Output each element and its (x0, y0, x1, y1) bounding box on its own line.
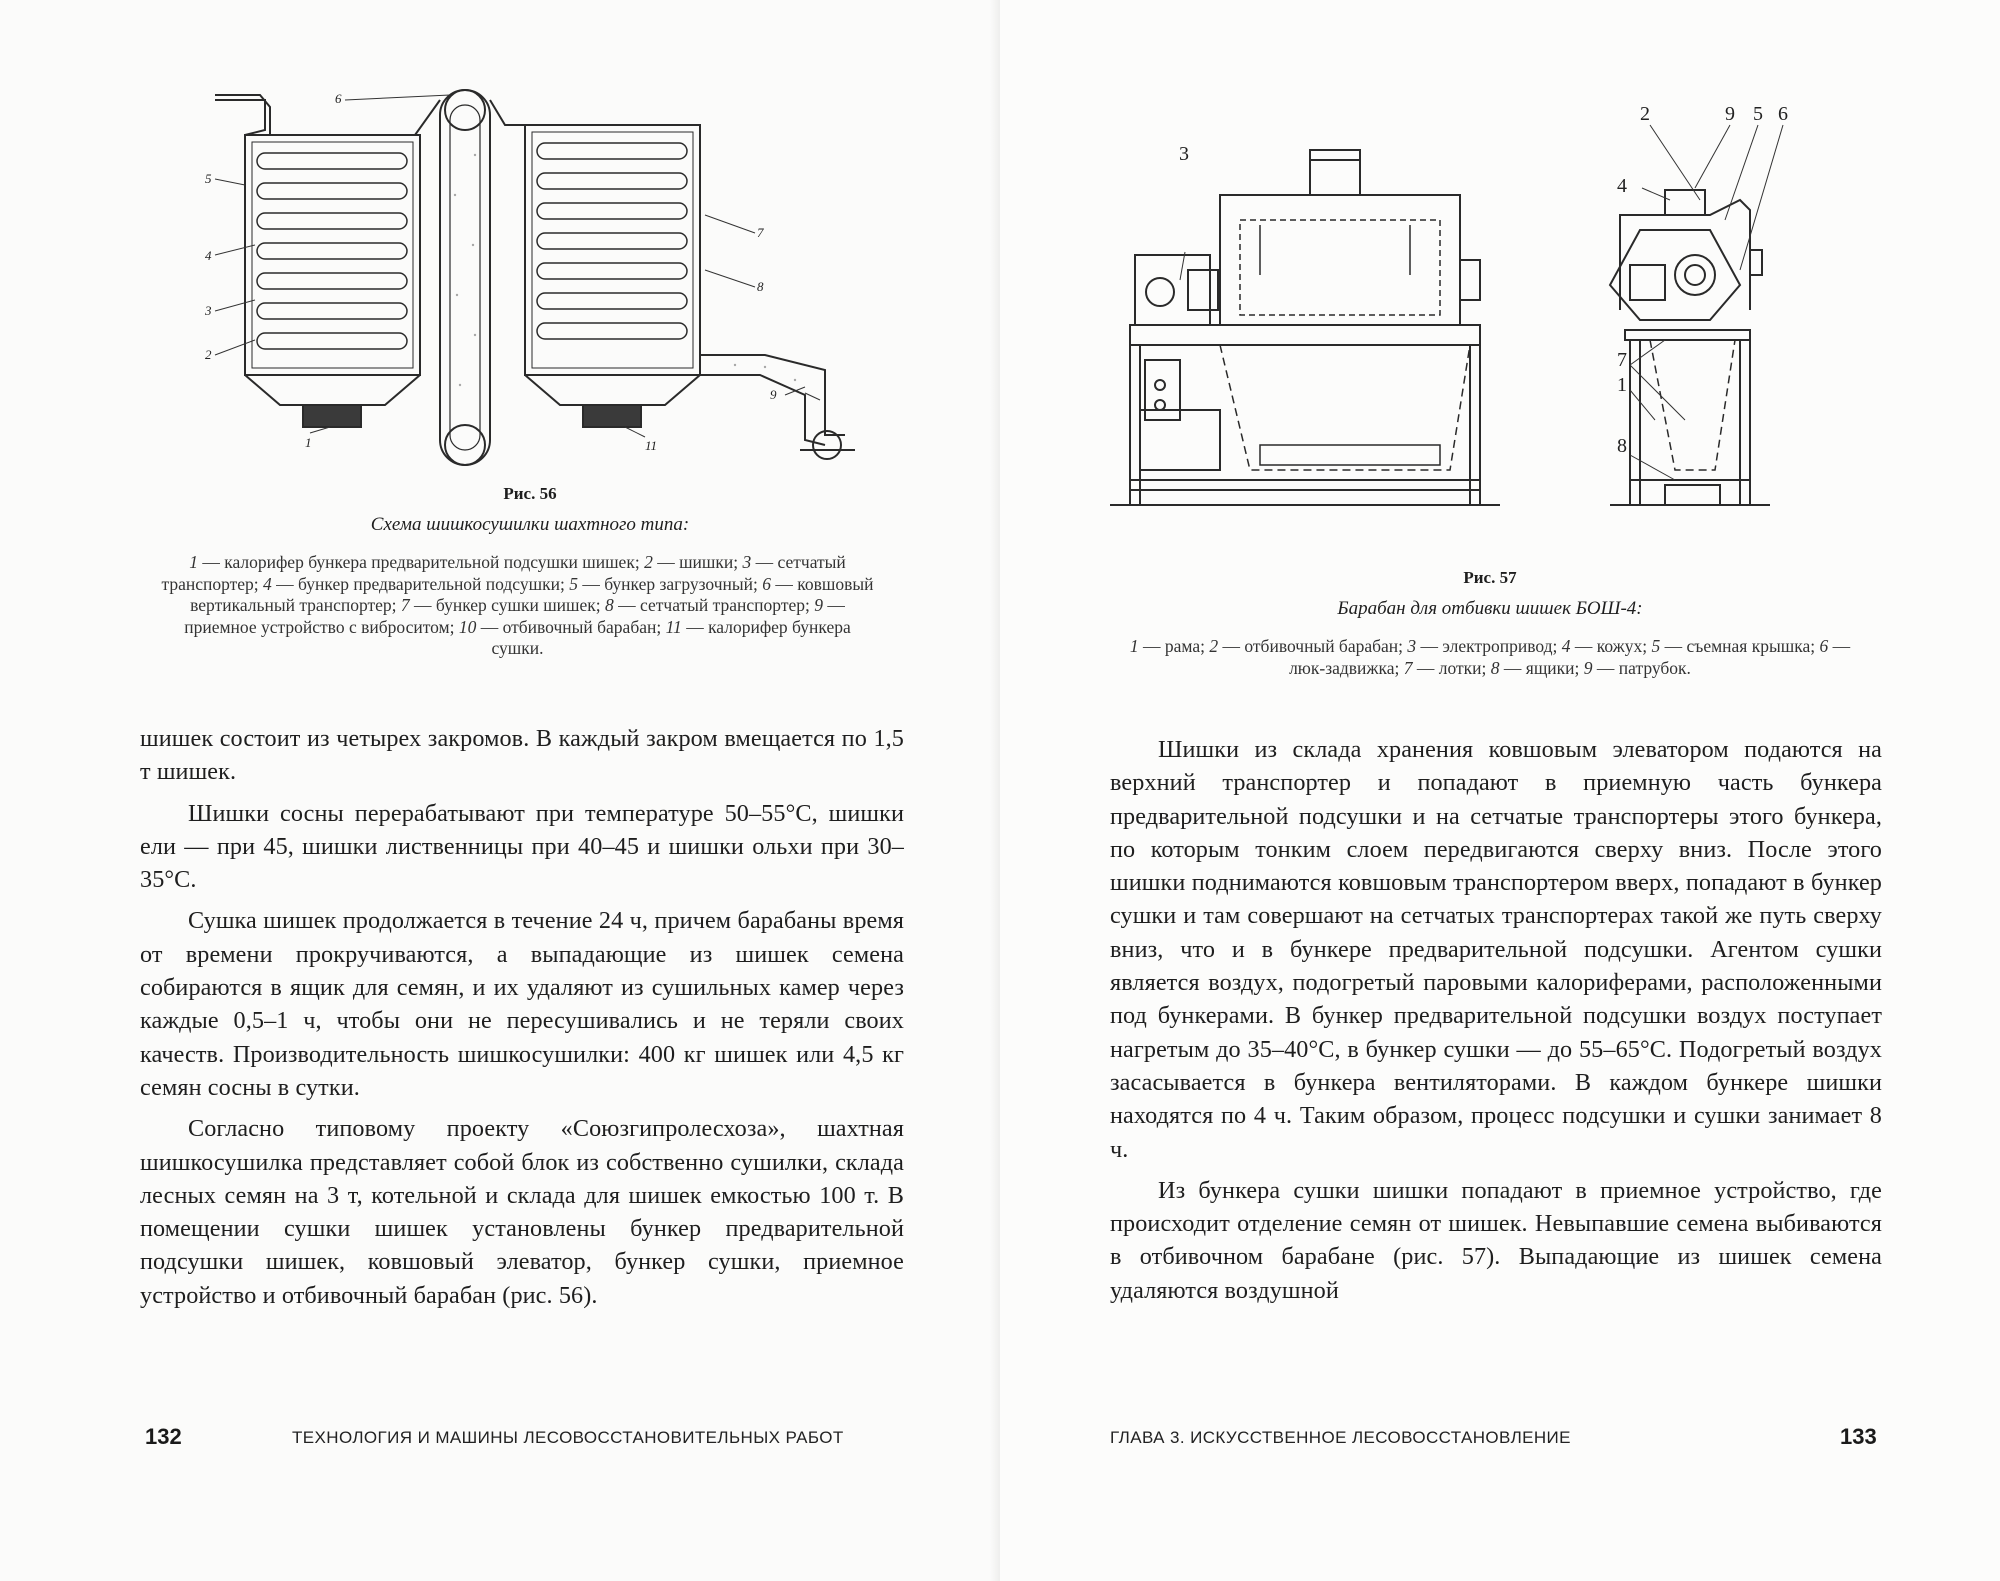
callout-2: 2 (205, 347, 212, 362)
callout-9: 9 (770, 387, 777, 402)
legend-item-text: — шишки; (652, 552, 743, 572)
figure-57-drawing (1110, 100, 1890, 550)
figure-56-legend (160, 552, 875, 660)
callout-5: 5 (205, 171, 212, 186)
figure-56-drawing (205, 75, 855, 480)
figure-57-svg (1110, 100, 1890, 550)
legend-item-number: 4 (1561, 636, 1571, 656)
callout-6: 6 (335, 91, 342, 106)
legend-item-number: 6 (762, 573, 772, 594)
legend-item-number: 7 (400, 595, 410, 615)
legend-item-text: — сетчатый транспортер; (161, 552, 846, 594)
callout-9: 9 (1725, 103, 1735, 125)
figure-56-title: Схема шишкосушилки шахтного типа: (370, 514, 690, 535)
paragraph: Из бункера сушки шишки попадают в приемное устройство, где происходит отделение семян от шишек. Невыпавшие семена выбиваются в отбивочном барабане (рис. 57). Выпадающие из шишек семена удаляются воздушной (1110, 1176, 1882, 1304)
legend-item-text: — ковшовый вертикальный транспортер; (190, 573, 874, 615)
legend-item-text: — калорифер бункера предварительной подсушки шишек; (197, 552, 645, 572)
legend-item-number: 6 (1819, 636, 1829, 656)
legend-item-number: 4 (263, 573, 272, 594)
callout-8: 8 (757, 279, 764, 294)
legend-item-text: — отбивочный барабан; (476, 616, 666, 637)
figure-57-legend (1125, 636, 1855, 679)
legend-item-number: 8 (605, 595, 614, 615)
legend-item-text: — патрубок. (1592, 657, 1691, 678)
legend-item-number: 3 (1407, 636, 1417, 656)
figure-57-number: Рис. 57 (1463, 568, 1517, 587)
page-number: 132 (145, 1424, 182, 1449)
paragraph: шишек состоит из четырех закромов. В каждый закром вмещается по 1,5 т шишек. (140, 725, 904, 786)
callout-7: 7 (1617, 349, 1627, 371)
figure-57-title: Барабан для отбивки шишек БОШ-4: (1337, 598, 1643, 619)
left-page-body (140, 722, 904, 1312)
legend-item-number: 1 (1129, 636, 1139, 656)
legend-item-text: — люк-задвижка; (1289, 636, 1851, 678)
figure-56-number: Рис. 56 (503, 484, 557, 503)
legend-item-number: 5 (1651, 636, 1661, 656)
right-page (1000, 0, 2000, 1581)
legend-item-number: 1 (189, 552, 198, 572)
callout-4: 4 (1617, 175, 1627, 197)
legend-item-number: 10 (458, 616, 477, 637)
legend-item-text: — ящики; (1499, 657, 1584, 678)
legend-item-text: — лотки; (1412, 657, 1491, 678)
legend-item-number: 9 (814, 595, 823, 615)
legend-item-text: — электропривод; (1416, 636, 1562, 656)
right-page-body (1110, 733, 1882, 1307)
callout-3: 3 (1179, 143, 1189, 165)
legend-item-number: 8 (1490, 657, 1500, 678)
legend-item-text: — отбивочный барабан; (1218, 636, 1408, 656)
legend-item-text: — рама; (1138, 636, 1210, 656)
legend-item-text: — сетчатый транспортер; (613, 595, 815, 615)
callout-2: 2 (1640, 103, 1650, 125)
paragraph: Шишки сосны перерабатывают при температуре 50–55°С, шишки ели — при 45, шишки лиственницы при 40–45 и шишки ольхи при 30–35°С. (140, 799, 904, 894)
legend-item-text: — съемная крышка; (1660, 636, 1820, 656)
figure-56-svg (205, 75, 855, 480)
callout-5: 5 (1753, 103, 1763, 125)
callout-8: 8 (1617, 435, 1627, 457)
legend-item-number: 9 (1583, 657, 1593, 678)
legend-item-number: 5 (569, 573, 578, 594)
legend-item-text: — бункер предварительной подсушки; (271, 573, 570, 594)
legend-item-number: 11 (665, 616, 682, 637)
page-number: 133 (1840, 1424, 1877, 1449)
callout-6: 6 (1778, 103, 1788, 125)
paragraph: Шишки из склада хранения ковшовым элеватором подаются на верхний транспортер и попадают в приемную часть бункера предварительной подсушки и на сетчатые транспортеры этого бункера, по которым тонким слоем передвигаются сверху вниз. После этого шишки поднимаются ковшовым транспортером вверх, попадают в бункер сушки и там совершают на сетчатых транспортерах такой же путь сверху вниз, что и в бункере предварительной подсушки. Агентом сушки является воздух, подогретый паровыми калориферами, расположенными под бункерами. В бункер предварительной подсушки воздух поступает нагретым до 35–40°С, в бункер сушки — до 55–65°С. Подогретый воздух засасывается в бункера вентиляторами. В каждом бункере шишки находятся по 4 ч. Таким образом, процесс подсушки и сушки занимает 8 ч. (1110, 736, 1882, 1163)
legend-item-text: — калорифер бункера сушки. (491, 616, 851, 658)
paragraph: Сушка шишек продолжается в течение 24 ч, причем барабаны время от времени прокручиваются, а выпадающие из шишек семена собираются в ящик для семян, и их удаляют из сушильных камер через каждые 0,5–1 ч, чтобы они не пересушивались и не теряли своих качеств. Производительность шишкосушилки: 400 кг шишек или 4,5 кг семян сосны в сутки. (140, 907, 904, 1101)
legend-item-text: — кожух; (1570, 636, 1652, 656)
callout-4: 4 (205, 248, 212, 263)
legend-item-number: 7 (1403, 657, 1413, 678)
legend-item-number: 2 (644, 552, 653, 572)
legend-item-text: — бункер сушки шишек; (409, 595, 606, 615)
legend-item-text: — бункер загрузочный; (577, 573, 763, 594)
running-head: ТЕХНОЛОГИЯ И МАШИНЫ ЛЕСОВОССТАНОВИТЕЛЬНЫХ РАБОТ (292, 1428, 844, 1447)
callout-1: 1 (1617, 374, 1627, 396)
callout-3: 3 (205, 303, 212, 318)
running-head: ГЛАВА 3. ИСКУССТВЕННОЕ ЛЕСОВОССТАНОВЛЕНИЕ (1110, 1428, 1571, 1447)
callout-11: 11 (645, 438, 658, 453)
legend-item-number: 2 (1209, 636, 1219, 656)
legend-item-text: — приемное устройство с виброситом; (184, 595, 845, 637)
callout-1: 1 (305, 435, 312, 450)
callout-7: 7 (757, 225, 764, 240)
legend-item-number: 3 (742, 552, 752, 572)
paragraph: Согласно типовому проекту «Союзгипролесхоза», шахтная шишкосушилка представляет собой блок из собственно сушилки, склада лесных семян на 3 т, котельной и склада для шишек емкостью 100 т. В помещении сушки шишек установлены бункер предварительной подсушки шишек, ковшовый элеватор, бункер сушки, приемное устройство и отбивочный барабан (рис. 56). (140, 1115, 904, 1309)
